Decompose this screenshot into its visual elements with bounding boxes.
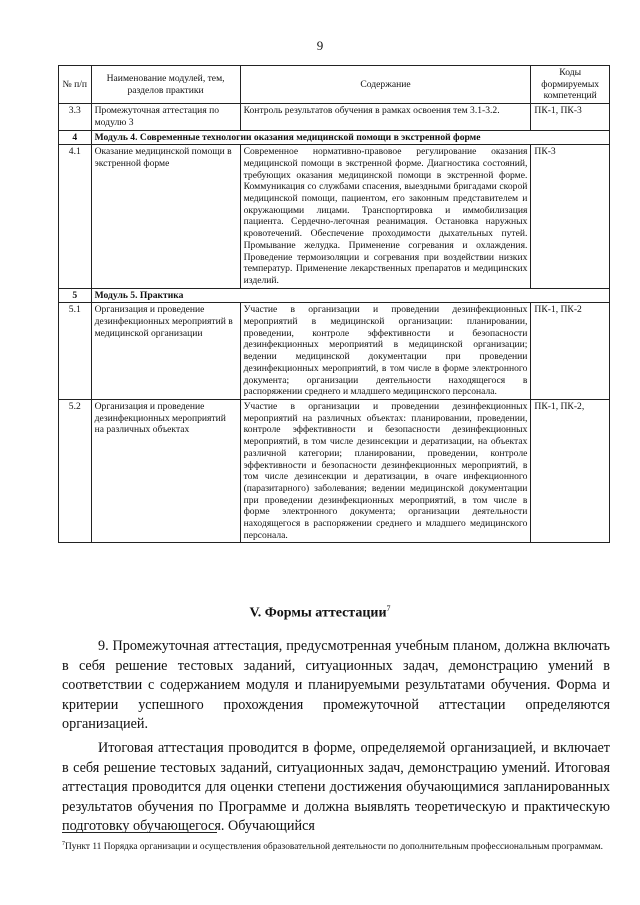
table-row (59, 104, 610, 130)
page-number: 9 (316, 38, 324, 53)
footnote-divider (62, 832, 217, 833)
table-row (59, 145, 610, 288)
row-name: Промежуточная аттестация по модулю 3 (91, 104, 240, 130)
module-num: 4 (59, 130, 92, 145)
table-row (59, 303, 610, 400)
module-num: 5 (59, 288, 92, 303)
row-name: Организация и проведение дезинфекционных мероприятий на различных объектах (91, 399, 240, 542)
header-name: Наименование модулей, тем, разделов практики (91, 66, 240, 104)
module-title: Модуль 5. Практика (91, 288, 609, 303)
footnote-ref: 7 (386, 604, 391, 613)
row-codes: ПК-1, ПК-3 (531, 104, 610, 130)
row-codes: ПК-1, ПК-2, (531, 399, 610, 542)
row-content: Участие в организации и проведении дезинфекционных мероприятий в медицинской организации: планировании, проведении, контроле эффективности и безопасности дезинфекционных мероприятий в медицинской организации; ведении медицинской документации при проведении дезинфекционных мероприятий, в том числе в форме электронного документа; организации деятельности находящегося в распоряжении среднего и младшего медицинского персонала. (240, 303, 531, 400)
footnote-text: Пункт 11 Порядка организации и осуществления образовательной деятельности по дополнительным профессиональным программам. (65, 842, 604, 853)
row-name: Оказание медицинской помощи в экстренной форме (91, 145, 240, 288)
table-header-row (59, 66, 610, 104)
module-row (59, 130, 610, 145)
table-row (59, 399, 610, 542)
section-title (0, 604, 640, 622)
header-num: № п/п (59, 66, 92, 104)
curriculum-table (58, 65, 610, 543)
header-codes: Коды формируемых компетенций (531, 66, 610, 104)
row-codes: ПК-3 (531, 145, 610, 288)
row-name: Организация и проведение дезинфекционных мероприятий в медицинской организации (91, 303, 240, 400)
row-content: Контроль результатов обучения в рамках освоения тем 3.1-3.2. (240, 104, 531, 130)
module-row (59, 288, 610, 303)
row-num: 4.1 (59, 145, 92, 288)
footnote-mark: 7 (62, 841, 65, 847)
footnote (62, 838, 610, 854)
section-title-text: V. Формы аттестации (249, 605, 387, 621)
paragraph: Итоговая аттестация проводится в форме, определяемой организацией, и включает в себя решение тестовых заданий, ситуационных задач, демонстрацию умений. Итоговая аттестация проводится для оценки степени достижения обучающимися запланированных результатов обучения по Программе и должна выявлять теоретическую и практическую подготовку обучающегося. Обучающийся (62, 739, 610, 835)
row-num: 5.1 (59, 303, 92, 400)
body-text (62, 637, 610, 841)
row-codes: ПК-1, ПК-2 (531, 303, 610, 400)
row-content: Современное нормативно-правовое регулирование оказания медицинской помощи в экстренной форме. Диагностика состояний, требующих оказания медицинской помощи в экстренной форме. Коммуникация со службами спасения, выездными бригадами скорой медицинской помощи, пациентом, его законным представителем и окружающими лицами. Транспортировка и иммобилизация пациента. Сердечно-легочная реанимация. Остановка наружных кровотечений. Обеспечение проходимости дыхательных путей. Промывание желудка. Применение согревания и охлаждения. Проведение термоизоляции и согревания при воздействии низких температур. Применение лекарственных препаратов и медицинских изделий. (240, 145, 531, 288)
header-content: Содержание (240, 66, 531, 104)
row-content: Участие в организации и проведении дезинфекционных мероприятий на различных объектах: планировании, проведении, контроле эффективности и безопасности дезинфекционных мероприятий, в том числе дезинсекции и дератизации, на объектах различной категории; планировании, проведении, контроле эффективности и безопасности дезинфекционных мероприятий, в том числе дезинсекции и дератизации, в очаге инфекционного (паразитарного) заболевания; ведении медицинской документации при проведении дезинфекционных мероприятий, в том числе в форме электронного документа; организации деятельности находящегося в распоряжении среднего и младшего медицинского персонала. (240, 399, 531, 542)
row-num: 5.2 (59, 399, 92, 542)
row-num: 3.3 (59, 104, 92, 130)
paragraph: 9. Промежуточная аттестация, предусмотренная учебным планом, должна включать в себя решение тестовых заданий, ситуационных задач, демонстрацию умений в соответствии с содержанием модуля и планируемыми результатами обучения. Форма и критерии успешного прохождения промежуточной аттестации определяются организацией. (62, 638, 610, 733)
module-title: Модуль 4. Современные технологии оказания медицинской помощи в экстренной форме (91, 130, 609, 145)
